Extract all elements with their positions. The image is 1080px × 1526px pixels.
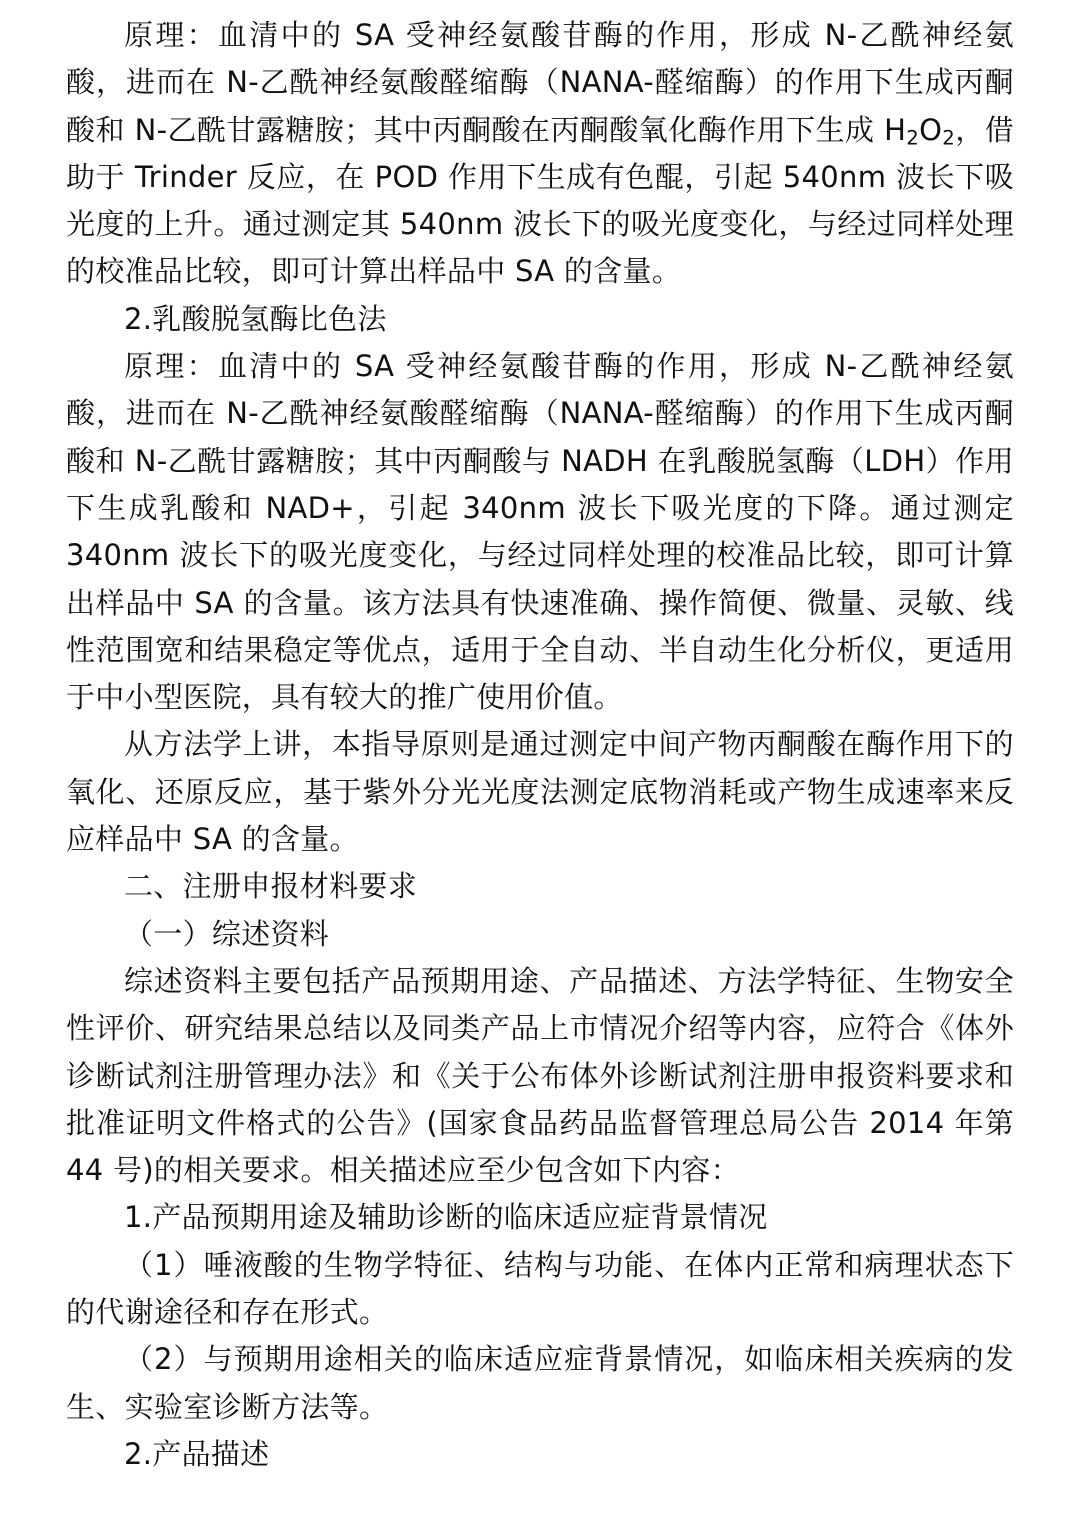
methodology-paragraph: 从方法学上讲，本指导原则是通过测定中间产物丙酮酸在酶作用下的氧化、还原反应，基于紫外分光光度法测定底物消耗或产物生成速率来反应样品中 SA 的含量。 [66, 727, 1014, 857]
h2o2-subscript-2: 2 [942, 125, 956, 149]
principle-1-text-after: ，借助于 Trinder 反应，在 POD 作用下生成有色醌，引起 540nm 波长下吸光度的上升。通过测定其 540nm 波长下的吸光度变化，与经过同样处理的校准品比较，即可计算出样品中 SA 的含量。 [66, 112, 1014, 289]
list-item-1: （1）唾液酸的生物学特征、结构与功能、在体内正常和病理状态下的代谢途径和存在形式。 [66, 1247, 1014, 1330]
heading-lactate-dehydrogenase-method: 2.乳酸脱氢酶比色法 [124, 301, 387, 336]
subsection-heading-overview: （一）综述资料 [124, 916, 330, 951]
heading-intended-use: 1.产品预期用途及辅助诊断的临床适应症背景情况 [124, 1200, 768, 1235]
document-page [66, 12, 1014, 1478]
heading-product-description: 2.产品描述 [124, 1436, 270, 1471]
principle-1-text-mid: O [919, 112, 943, 147]
list-item-2: （2）与预期用途相关的临床适应症背景情况，如临床相关疾病的发生、实验室诊断方法等。 [66, 1342, 1014, 1424]
h2o2-subscript-1: 2 [906, 125, 920, 149]
overview-paragraph: 综述资料主要包括产品预期用途、产品描述、方法学特征、生物安全性评价、研究结果总结以及同类产品上市情况介绍等内容，应符合《体外诊断试剂注册管理办法》和《关于公布体外诊断试剂注册申报资料要求和批准证明文件格式的公告》(国家食品药品监督管理总局公告 2014 年第 44 号)的相关要求。相关描述应至少包含如下内容： [66, 963, 1014, 1188]
principle-paragraph-2: 原理：血清中的 SA 受神经氨酸苷酶的作用，形成 N-乙酰神经氨酸，进而在 N-乙酰神经氨酸醛缩酶（NANA-醛缩酶）的作用下生成丙酮酸和 N-乙酰甘露糖胺；其中丙酮酸与 NADH 在乳酸脱氢酶（LDH）作用下生成乳酸和 NAD+，引起 340nm 波长下吸光度的下降。通过测定 340nm 波长下的吸光度变化，与经过同样处理的校准品比较，即可计算出样品中 SA 的含量。该方法具有快速准确、操作简便、微量、灵敏、线性范围宽和结果稳定等优点，适用于全自动、半自动生化分析仪，更适用于中小型医院，具有较大的推广使用价值。 [66, 349, 1014, 715]
principle-1-text-before: 原理：血清中的 SA 受神经氨酸苷酶的作用，形成 N-乙酰神经氨酸，进而在 N-乙酰神经氨酸醛缩酶（NANA-醛缩酶）的作用下生成丙酮酸和 N-乙酰甘露糖胺；其中丙酮酸在丙酮酸氧化酶作用下生成 H [66, 18, 1014, 147]
section-heading-registration: 二、注册申报材料要求 [124, 869, 418, 904]
principle-paragraph-1 [66, 12, 1014, 296]
